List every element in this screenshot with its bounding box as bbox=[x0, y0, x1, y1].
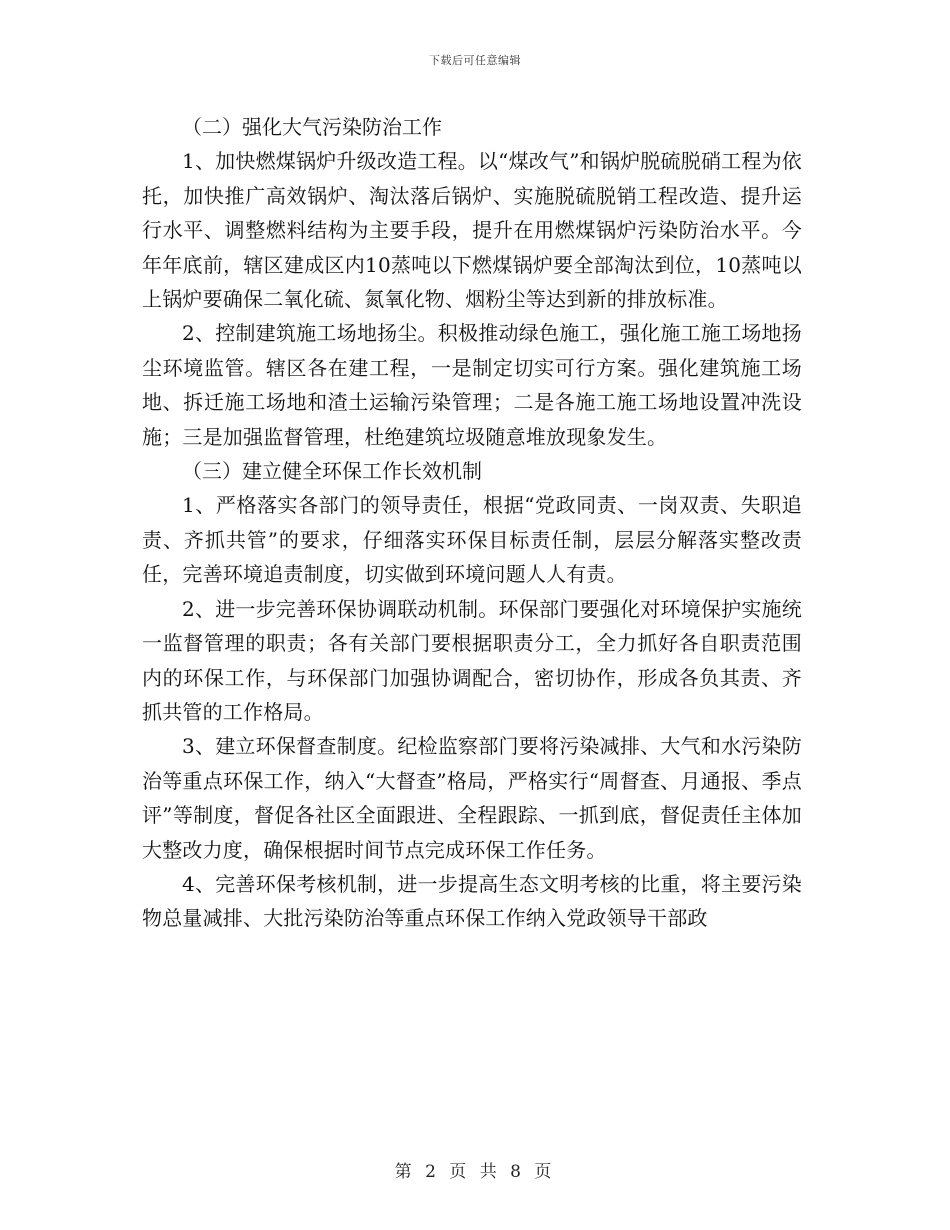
paragraph-leadership-responsibility: 1、严格落实各部门的领导责任，根据“党政同责、一岗双责、失职追责、齐抓共管”的要求，仔细落实环保目标责任制，层层分解落实整改责任，完善环境追责制度，切实做到环境问题人人有责。 bbox=[142, 493, 802, 587]
page-header-note: 下载后可任意编辑 bbox=[429, 54, 521, 67]
document-body bbox=[142, 110, 802, 936]
section-heading-air-pollution: （二）强化大气污染防治工作 bbox=[182, 115, 442, 139]
paragraph-coordination-mechanism: 2、进一步完善环保协调联动机制。环保部门要强化对环境保护实施统一监督管理的职责；各有关部门要根据职责分工，全力抓好各自职责范围内的环保工作，与环保部门加强协调配合，密切协作，形成各负其责、齐抓共管的工作格局。 bbox=[142, 596, 802, 724]
paragraph-coal-boiler: 1、加快燃煤锅炉升级改造工程。以“煤改气”和锅炉脱硫脱硝工程为依托，加快推广高效锅炉、淘汰落后锅炉、实施脱硫脱销工程改造、提升运行水平、调整燃料结构为主要手段，提升在用燃煤锅炉污染防治水平。今年年底前，辖区建成区内10蒸吨以下燃煤锅炉要全部淘汰到位，10蒸吨以上锅炉要确保二氧化硫、氮氧化物、烟粉尘等达到新的排放标准。 bbox=[142, 149, 802, 312]
page-number-footer: 第 2 页 共 8 页 bbox=[394, 1162, 556, 1182]
paragraph-supervision-system: 3、建立环保督查制度。纪检监察部门要将污染减排、大气和水污染防治等重点环保工作，纳入“大督查”格局，严格实行“周督查、月通报、季点评”等制度，督促各社区全面跟进、全程跟踪、一抓到底，督促责任主体加大整改力度，确保根据时间节点完成环保工作任务。 bbox=[142, 734, 802, 862]
paragraph-assessment-mechanism: 4、完善环保考核机制，进一步提高生态文明考核的比重，将主要污染物总量减排、大批污染防治等重点环保工作纳入党政领导干部政 bbox=[142, 871, 802, 931]
paragraph-construction-dust: 2、控制建筑施工场地扬尘。积极推动绿色施工，强化施工施工场地扬尘环境监管。辖区各在建工程，一是制定切实可行方案。强化建筑施工场地、拆迁施工场地和渣土运输污染管理；二是各施工施工场地设置冲洗设施；三是加强监督管理，杜绝建筑垃圾随意堆放现象发生。 bbox=[142, 321, 802, 449]
section-heading-long-term-mechanism: （三）建立健全环保工作长效机制 bbox=[182, 459, 482, 484]
